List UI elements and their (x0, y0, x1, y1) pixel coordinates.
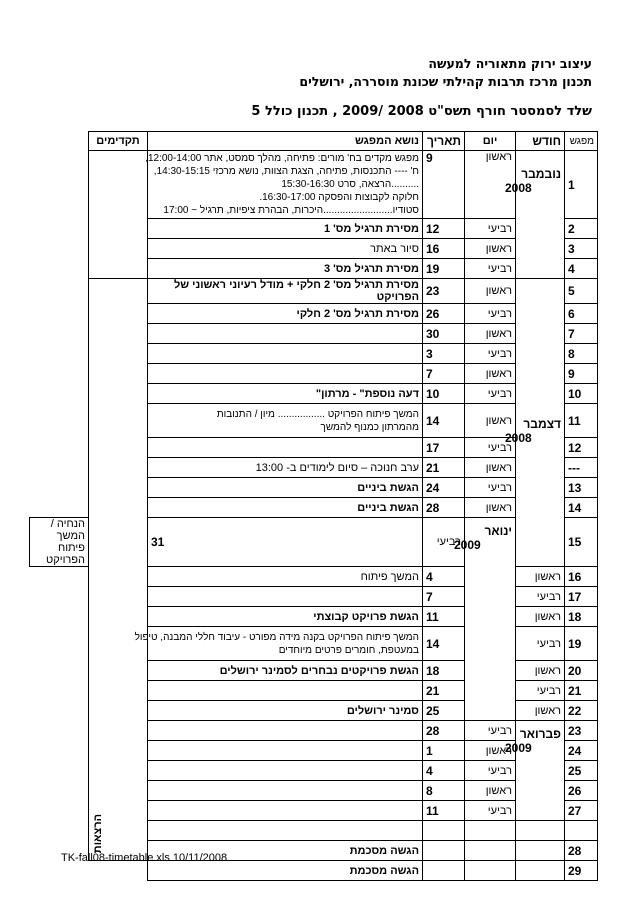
topic-cell (148, 681, 423, 701)
session-number: 6 (565, 304, 598, 324)
day-cell: רביעי (465, 304, 516, 324)
topic-cell (148, 761, 423, 781)
col-header-day: יום (465, 132, 516, 151)
session-number: --- (565, 458, 598, 478)
date-cell: 12 (423, 219, 465, 239)
topic-cell: מסירת תרגיל מס' 2 חלקי (148, 304, 423, 324)
day-cell (465, 821, 516, 841)
topic-cell: הגשת פרויקט קבוצתי (148, 607, 423, 627)
day-cell: רביעי (465, 259, 516, 279)
day-cell: רביעי (465, 721, 516, 741)
session-number: 3 (565, 239, 598, 259)
topic-cell: הגשת ביניים (148, 478, 423, 498)
month-name: דצמבר (523, 417, 561, 431)
session-number: 19 (565, 627, 598, 661)
topic-cell: הגשה מסכמת (148, 861, 423, 881)
month-cell (505, 721, 565, 821)
topic-cell (148, 821, 423, 841)
prereq-cell (89, 151, 148, 279)
day-cell: ראשון (516, 567, 565, 587)
topic-line: המשך פיתוח הפרויקט ................. מיון / התנובות (216, 408, 419, 420)
topic-cell: הגשת פרויקטים נבחרים לסמינר ירושלים (148, 661, 423, 681)
topic-cell: המשך פיתוח (148, 567, 423, 587)
topic-cell (148, 801, 423, 821)
day-cell: ראשון (465, 151, 516, 219)
month-year: 2009 (454, 538, 481, 552)
col-header-topic: נושא המפגש (148, 132, 423, 151)
date-cell: 25 (423, 701, 465, 721)
date-cell: 8 (423, 781, 465, 801)
month-cell (516, 861, 565, 881)
timetable (29, 131, 598, 881)
session-number: 27 (565, 801, 598, 821)
topic-cell: הגשת ביניים (148, 498, 423, 518)
date-cell: 21 (423, 458, 465, 478)
session-number: 17 (565, 587, 598, 607)
day-cell: ראשון (516, 661, 565, 681)
semester-title: שלד לסמסטר חורף תשס"ט 2008 /2009 , תכנון כולל 5 (251, 104, 592, 119)
topic-line: חלוקה לקבוצות והפסקה 16:30-17:00. (259, 192, 419, 203)
date-cell: 14 (423, 404, 465, 438)
session-number: 10 (565, 384, 598, 404)
session-number: 5 (565, 279, 598, 304)
col-header-month: חודש (516, 132, 565, 151)
session-number: 7 (565, 324, 598, 344)
date-cell (423, 821, 465, 841)
lectures-cell (89, 279, 148, 861)
month-cell (505, 279, 565, 567)
day-cell: ראשון (516, 701, 565, 721)
date-cell: 21 (423, 681, 465, 701)
session-number: 1 (565, 151, 598, 219)
date-cell: 4 (423, 761, 465, 781)
topic-cell: דעה נוספת" - מרתון" (148, 384, 423, 404)
session-number: 24 (565, 741, 598, 761)
day-cell: ראשון (465, 781, 516, 801)
month-cell (505, 151, 565, 279)
month-cell (516, 841, 565, 861)
date-cell: 26 (423, 304, 465, 324)
day-cell: רביעי (423, 518, 465, 567)
session-number: 8 (565, 344, 598, 364)
day-cell: רביעי (465, 801, 516, 821)
date-cell: 11 (423, 801, 465, 821)
session-number: 18 (565, 607, 598, 627)
topic-line: במעטפת, חומרים פרטים מיוחדים (278, 644, 419, 656)
session-number: 25 (565, 761, 598, 781)
day-cell (465, 861, 516, 881)
day-cell: רביעי (465, 478, 516, 498)
session-number: 13 (565, 478, 598, 498)
date-cell: 7 (423, 364, 465, 384)
topic-cell: ערב חנוכה – סיום לימודים ב- 13:00 (148, 458, 423, 478)
day-cell: ראשון (465, 404, 516, 438)
session-number: 22 (565, 701, 598, 721)
session-number: 11 (565, 404, 598, 438)
session-number: 20 (565, 661, 598, 681)
date-cell: 14 (423, 627, 465, 661)
session-number: 9 (565, 364, 598, 384)
date-cell: 9 (423, 151, 465, 219)
topic-cell (148, 587, 423, 607)
day-cell: רביעי (465, 344, 516, 364)
date-cell: 16 (423, 239, 465, 259)
session-number: 21 (565, 681, 598, 701)
date-cell: 23 (423, 279, 465, 304)
day-cell: ראשון (465, 498, 516, 518)
day-cell: ראשון (465, 324, 516, 344)
session-number: 29 (565, 861, 598, 881)
date-cell (423, 841, 465, 861)
day-cell: ראשון (465, 741, 516, 761)
topic-cell (148, 438, 423, 458)
date-cell: 1 (423, 741, 465, 761)
day-cell: רביעי (465, 761, 516, 781)
topic-cell (148, 781, 423, 801)
topic-cell (148, 721, 423, 741)
col-header-date: תאריך (423, 132, 465, 151)
header-row (30, 132, 598, 151)
day-cell: רביעי (516, 681, 565, 701)
month-name: ינואר (484, 524, 512, 538)
document-title: עיצוב ירוק מתאוריה למעשה (428, 56, 592, 71)
date-cell: 7 (423, 587, 465, 607)
session-number: 2 (565, 219, 598, 239)
topic-cell: סמינר ירושלים (148, 701, 423, 721)
date-cell: 17 (423, 438, 465, 458)
day-cell: ראשון (465, 279, 516, 304)
topic-cell: מסירת תרגיל מס' 1 (148, 219, 423, 239)
topic-line: סטודיו.........................היכרות, הבהרת ציפיות, תרגיל ~ 17:00 (163, 205, 419, 216)
topic-cell (148, 741, 423, 761)
file-footer: TK-fall08-timetable.xls 10/11/2008 (61, 852, 228, 864)
topic-line: ח' ---- התכנסות, פתיחה, הצגת הצוות, נושא מרכזי 14:30-15:15, (153, 166, 419, 177)
date-cell: 4 (423, 567, 465, 587)
topic-cell: הגשה מסכמת (148, 841, 423, 861)
day-cell: רביעי (465, 438, 516, 458)
day-cell: ראשון (465, 239, 516, 259)
day-cell: רביעי (516, 627, 565, 661)
date-cell: 28 (423, 721, 465, 741)
topic-cell (148, 324, 423, 344)
month-cell (454, 518, 516, 721)
session-number (565, 821, 598, 841)
session-number: 15 (565, 518, 598, 567)
day-cell: רביעי (465, 219, 516, 239)
topic-cell (145, 151, 423, 219)
date-cell (423, 861, 465, 881)
day-cell: רביעי (516, 587, 565, 607)
topic-line: מהמרתון כמנוף להמשך (320, 421, 419, 433)
month-year: 2009 (505, 741, 532, 755)
topic-cell: מסירת תרגיל מס' 2 חלקי + מודל רעיוני ראשוני של הפרויקט (148, 279, 423, 304)
table-row (30, 279, 598, 304)
date-cell: 18 (423, 661, 465, 681)
date-cell: 31 (148, 518, 423, 567)
month-year: 2008 (505, 181, 532, 195)
date-cell: 24 (423, 478, 465, 498)
col-header-prereq: תקדימים (89, 132, 148, 151)
session-number: 4 (565, 259, 598, 279)
day-cell: ראשון (516, 607, 565, 627)
topic-cell: מסירת תרגיל מס' 3 (148, 259, 423, 279)
session-number: 26 (565, 781, 598, 801)
lectures-label: הרצאות (92, 813, 104, 853)
topic-cell (148, 404, 423, 438)
day-cell: רביעי (465, 384, 516, 404)
month-year: 2008 (505, 431, 532, 445)
session-number: 28 (565, 841, 598, 861)
topic-cell: הנחיה / המשך פיתוח הפרויקט (30, 518, 89, 567)
topic-cell (148, 344, 423, 364)
month-cell (516, 821, 565, 841)
topic-cell: סיור באתר (148, 239, 423, 259)
date-cell: 30 (423, 324, 465, 344)
date-cell: 3 (423, 344, 465, 364)
day-cell: ראשון (465, 458, 516, 478)
date-cell: 11 (423, 607, 465, 627)
session-number: 16 (565, 567, 598, 587)
date-cell: 19 (423, 259, 465, 279)
month-name: פברואר (519, 727, 561, 741)
topic-line: ..........הרצאה, סרט 15:30-16:30 (281, 179, 419, 190)
session-number: 12 (565, 438, 598, 458)
session-number: 23 (565, 721, 598, 741)
session-number: 14 (565, 498, 598, 518)
topic-cell (134, 627, 423, 661)
date-cell: 28 (423, 498, 465, 518)
day-cell: ראשון (465, 364, 516, 384)
date-cell: 10 (423, 384, 465, 404)
table-row (30, 151, 598, 219)
topic-cell (148, 364, 423, 384)
document-subtitle: תכנון מרכז תרבות קהילתי שכונת מוסררה, ירושלים (299, 74, 592, 89)
topic-line: מפגש מקדים בח' מורים: פתיחה, מהלך סמסט, אתר 12:00-14:00, (145, 153, 419, 164)
day-cell (465, 841, 516, 861)
col-header-num: מפגש (565, 132, 598, 151)
month-name: נובמבר (521, 167, 561, 181)
topic-line: המשך פיתוח הפרויקט בקנה מידה מפורט - עיבוד חללי המבנה, טיפול (134, 631, 419, 643)
